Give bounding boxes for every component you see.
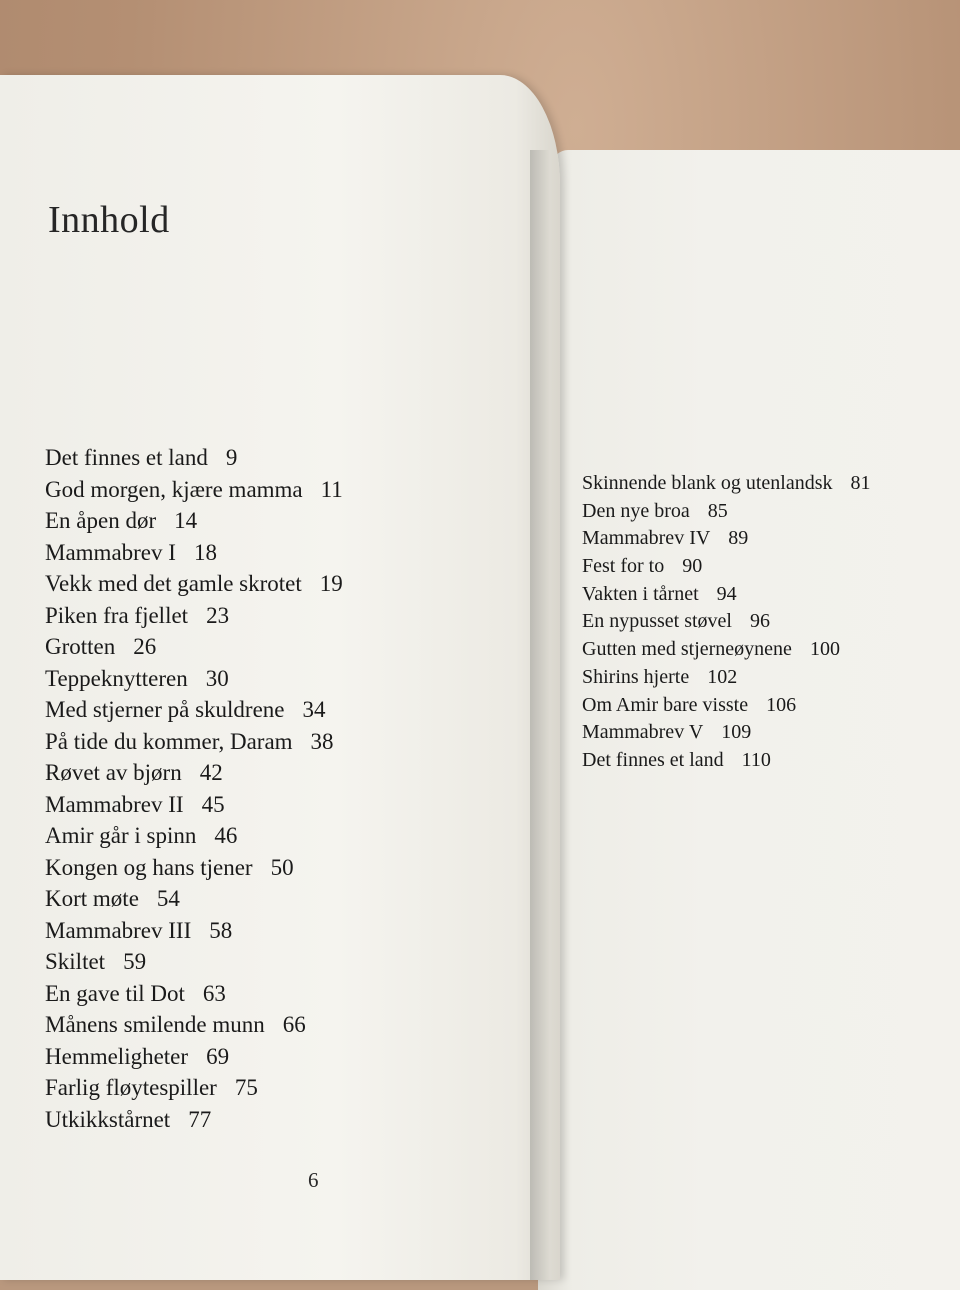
toc-entry: [45, 474, 485, 506]
toc-entry-page: 63: [202, 980, 226, 1006]
toc-entry: [582, 664, 942, 692]
toc-entry: [45, 1041, 485, 1073]
toc-entry-title: Farlig fløytespiller: [45, 1075, 217, 1100]
toc-entry: [45, 442, 485, 474]
toc-entry-title: Gutten med stjerneøynene: [582, 638, 792, 661]
toc-entry-page: 109: [721, 721, 752, 744]
toc-entry: [45, 883, 485, 915]
toc-entry-page: 45: [201, 791, 225, 817]
toc-entry: [582, 719, 942, 747]
toc-entry-page: 18: [193, 539, 217, 565]
toc-entry-title: Mammabrev II: [45, 791, 184, 817]
toc-entry-title: Vekk med det gamle skrotet: [45, 571, 302, 596]
toc-entry-title: Det finnes et land: [582, 748, 724, 771]
toc-entry-page: 19: [319, 571, 343, 596]
toc-entry-title: Skiltet: [45, 949, 106, 974]
toc-list-right: [582, 470, 942, 775]
toc-entry-title: Skinnende blank og utenlandsk: [582, 472, 833, 494]
toc-entry-title: Den nye broa: [582, 499, 690, 522]
toc-entry-page: 42: [199, 760, 223, 785]
toc-entry: [582, 747, 942, 775]
toc-entry-page: 23: [206, 602, 230, 628]
toc-entry-page: 59: [123, 949, 147, 974]
toc-entry: [45, 757, 485, 789]
toc-entry-page: 69: [206, 1043, 230, 1069]
toc-entry-page: 94: [716, 582, 737, 605]
toc-entry-title: Mammabrev IV: [582, 527, 711, 550]
toc-entry-page: 30: [205, 665, 229, 691]
toc-entry: [45, 568, 485, 600]
toc-entry-page: 102: [707, 665, 738, 688]
toc-entry: [45, 789, 485, 821]
toc-entry: [582, 553, 942, 581]
toc-entry-title: Hemmeligheter: [45, 1043, 189, 1069]
toc-entry-page: 106: [766, 693, 797, 716]
toc-entry-page: 100: [809, 638, 840, 661]
toc-entry: [45, 946, 485, 978]
toc-entry-title: Mammabrev III: [45, 917, 192, 943]
toc-entry: [582, 470, 942, 498]
toc-entry-page: 46: [214, 823, 238, 848]
toc-entry-page: 75: [234, 1075, 258, 1100]
toc-entry-page: 66: [282, 1012, 306, 1037]
toc-entry: [45, 537, 485, 569]
toc-entry-title: God morgen, kjære mamma: [45, 476, 303, 502]
toc-entry-title: Teppeknytteren: [45, 665, 188, 691]
toc-entry-title: Kongen og hans tjener: [45, 854, 253, 880]
toc-entry-title: Det finnes et land: [45, 445, 208, 470]
toc-entry-page: 14: [174, 508, 198, 533]
page-title: Innhold: [48, 199, 170, 241]
toc-entry: [45, 600, 485, 632]
toc-entry-page: 34: [302, 697, 326, 722]
toc-entry-title: Månens smilende munn: [45, 1012, 265, 1037]
toc-entry-page: 58: [209, 917, 233, 943]
toc-entry-title: Mammabrev V: [582, 721, 704, 744]
toc-entry-title: En gave til Dot: [45, 980, 185, 1006]
toc-entry-title: Mammabrev I: [45, 539, 176, 565]
toc-entry-page: 96: [750, 610, 770, 633]
toc-entry-page: 110: [741, 748, 771, 771]
book-gutter-shadow: [530, 150, 550, 1280]
toc-entry-title: Kort møte: [45, 886, 139, 911]
toc-entry: [582, 608, 942, 636]
toc-entry-page: 9: [225, 445, 238, 470]
toc-entry-page: 26: [133, 634, 157, 659]
toc-entry-page: 90: [682, 555, 703, 578]
toc-entry-page: 81: [850, 472, 871, 494]
toc-entry: [582, 498, 942, 526]
toc-entry-page: 38: [310, 728, 334, 754]
toc-entry-title: Fest for to: [582, 555, 665, 578]
toc-entry-page: 11: [320, 476, 343, 502]
toc-entry: [582, 692, 942, 720]
toc-entry: [582, 636, 942, 664]
toc-entry: [45, 1072, 485, 1104]
toc-entry: [45, 663, 485, 695]
toc-entry-page: 77: [188, 1106, 212, 1132]
toc-entry-title: Med stjerner på skuldrene: [45, 697, 285, 722]
toc-entry-title: Piken fra fjellet: [45, 602, 189, 628]
toc-entry: [45, 820, 485, 852]
toc-entry-title: Om Amir bare visste: [582, 693, 749, 716]
toc-entry-title: Røvet av bjørn: [45, 760, 182, 785]
toc-entry-title: På tide du kommer, Daram: [45, 728, 293, 754]
toc-entry: [45, 852, 485, 884]
toc-entry: [45, 915, 485, 947]
toc-entry-title: Grotten: [45, 634, 116, 659]
toc-entry-title: Shirins hjerte: [582, 665, 690, 688]
page-number: 6: [308, 1168, 319, 1192]
toc-entry-page: 85: [707, 499, 728, 522]
toc-entry-page: 89: [728, 527, 749, 550]
toc-entry: [45, 505, 485, 537]
toc-entry: [582, 581, 942, 609]
toc-entry-title: En nypusset støvel: [582, 610, 732, 633]
toc-entry: [45, 694, 485, 726]
toc-entry-title: Vakten i tårnet: [582, 582, 699, 605]
toc-entry: [45, 1104, 485, 1136]
toc-entry: [45, 978, 485, 1010]
toc-entry: [45, 1009, 485, 1041]
toc-entry: [45, 726, 485, 758]
toc-entry-page: 54: [156, 886, 180, 911]
toc-entry: [45, 631, 485, 663]
toc-entry-page: 50: [270, 854, 294, 880]
toc-entry-title: Utkikkstårnet: [45, 1106, 171, 1132]
toc-entry-title: En åpen dør: [45, 508, 157, 533]
toc-list-left: [45, 442, 485, 1135]
toc-entry-title: Amir går i spinn: [45, 823, 197, 848]
toc-entry: [582, 525, 942, 553]
